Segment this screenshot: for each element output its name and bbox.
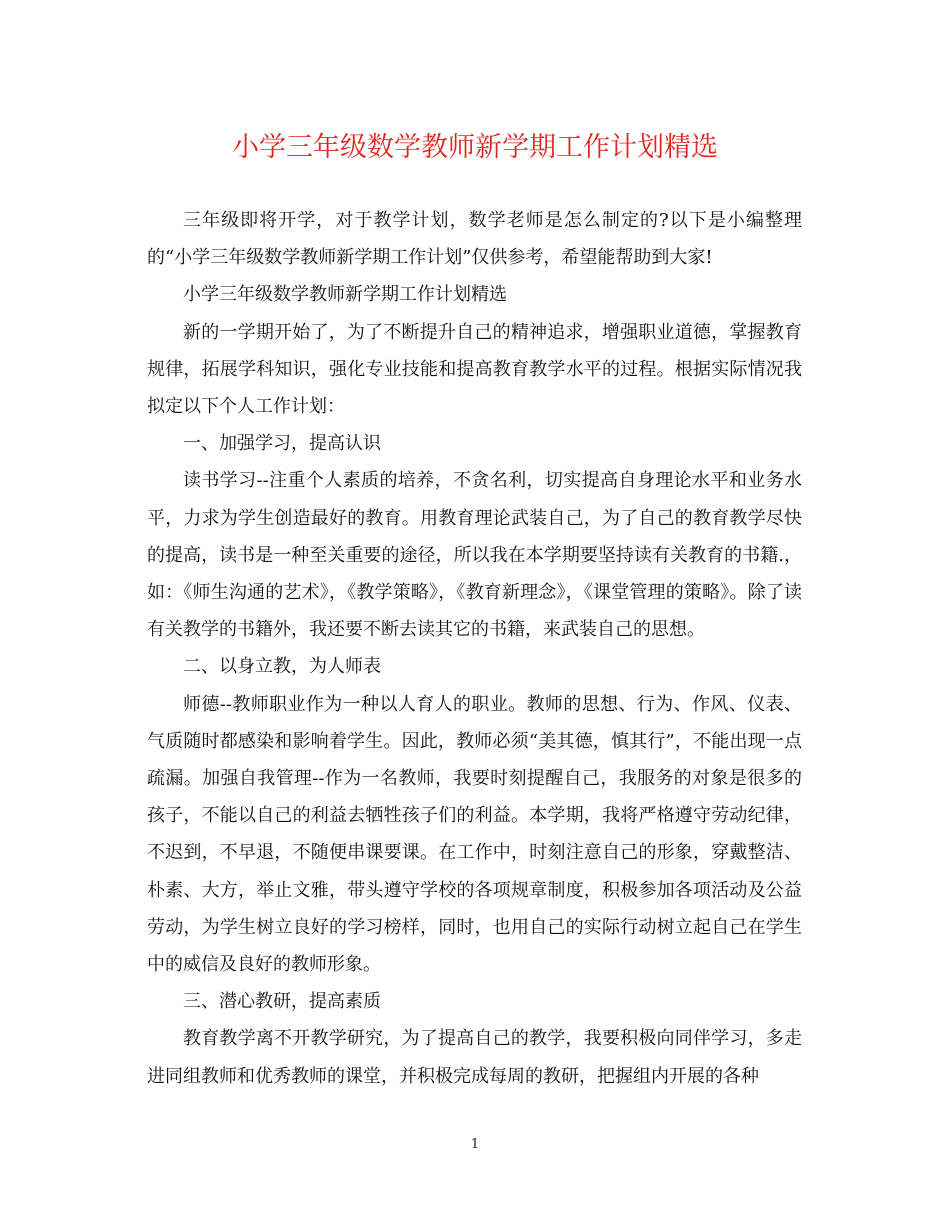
paragraph-section-1: 读书学习--注重个人素质的培养，不贪名利，切实提高自身理论水平和业务水平，力求为学生创造最好的教育。用教育理论武装自己，为了自己的教育教学尽快的提高，读书是一种至关重要的途径，所以我在本学期要坚持读有关教育的书籍.，如：《师生沟通的艺术》，《教学策略》，《教育新理念》，《课堂管理的策略》。除了读有关教学的书籍外，我还要不断去读其它的书籍，来武装自己的思想。 [147,470,802,641]
paragraph-subtitle: 小学三年级数学教师新学期工作计划精选 [183,284,507,306]
paragraph-section-2: 师德--教师职业作为一种以人育人的职业。教师的思想、行为、作风、仪表、气质随时都感染和影响着学生。因此，教师必须“美其德，慎其行”，不能出现一点疏漏。加强自我管理--作为一名教师，我要时刻提醒自己，我服务的对象是很多的孩子，不能以自己的利益去牺牲孩子们的利益。本学期，我将严格遵守劳动纪律，不迟到，不早退，不随便串课要课。在工作中，时刻注意自己的形象，穿戴整洁、朴素、大方，举止文雅，带头遵守学校的各项规章制度，积极参加各项活动及公益劳动，为学生树立良好的学习榜样，同时，也用自己的实际行动树立起自己在学生中的威信及良好的教师形象。 [147,693,802,976]
document-body [147,202,802,1095]
paragraph-intro: 三年级即将开学，对于教学计划，数学老师是怎么制定的?以下是小编整理的“小学三年级数学教师新学期工作计划”仅供参考，希望能帮助到大家! [147,210,802,269]
section-heading-3: 三、潜心教研，提高素质 [183,991,381,1013]
document-title: 小学三年级数学教师新学期工作计划精选 [232,132,718,163]
section-heading-1: 一、加强学习，提高认识 [183,433,381,455]
page-number: 1 [470,1137,480,1152]
paragraph-opening: 新的一学期开始了，为了不断提升自己的精神追求，增强职业道德，掌握教育规律，拓展学科知识，强化专业技能和提高教育教学水平的过程。根据实际情况我拟定以下个人工作计划： [147,321,802,418]
section-heading-2: 二、以身立教，为人师表 [183,656,381,678]
paragraph-section-3: 教育教学离不开教学研究，为了提高自己的教学，我要积极向同伴学习，多走进同组教师和优秀教师的课堂，并积极完成每周的教研，把握组内开展的各种 [147,1028,802,1087]
